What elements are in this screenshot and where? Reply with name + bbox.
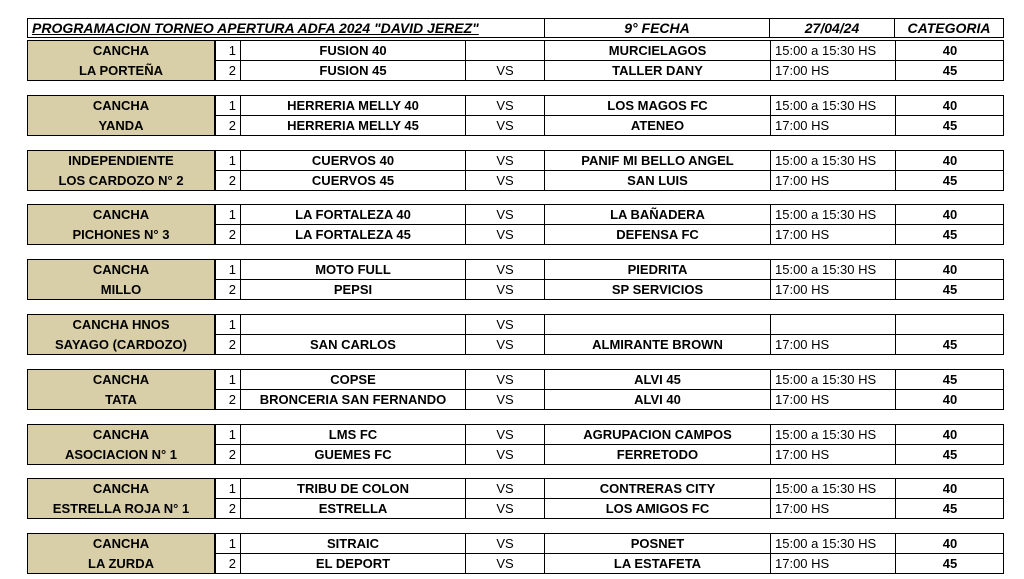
venue-label (27, 40, 215, 81)
vs-label: VS (496, 536, 514, 551)
match-grid (215, 204, 1004, 245)
match-time: 15:00 a 15:30 HS (775, 98, 877, 113)
away-team: FERRETODO (616, 447, 699, 462)
home-team: SAN CARLOS (310, 337, 396, 352)
categoria-header: CATEGORIA (894, 18, 1004, 38)
match-number: 2 (228, 337, 236, 352)
fecha-header: 9° FECHA (544, 18, 770, 38)
category: 45 (942, 556, 958, 571)
match-row (215, 205, 1004, 224)
category: 45 (942, 282, 958, 297)
match-number: 1 (228, 481, 236, 496)
venue-label (27, 533, 215, 574)
match-grid (215, 369, 1004, 410)
home-team: HERRERIA MELLY 45 (287, 118, 419, 133)
away-team: DEFENSA FC (616, 227, 699, 242)
home-team (241, 315, 465, 334)
match-time: 15:00 a 15:30 HS (775, 207, 877, 222)
category: 40 (942, 207, 958, 222)
vs-label: VS (496, 118, 514, 133)
venue-label (27, 150, 215, 191)
venue-line1: CANCHA (92, 481, 150, 496)
match-time: 17:00 HS (775, 118, 830, 133)
vs-label: VS (496, 372, 514, 387)
away-team: LA BAÑADERA (610, 207, 705, 222)
venue-label (27, 424, 215, 465)
venue-line2: LOS CARDOZO N° 2 (58, 173, 184, 188)
away-team: CONTRERAS CITY (599, 481, 716, 496)
vs-label: VS (496, 207, 514, 222)
match-row (215, 151, 1004, 170)
away-team: TALLER DANY (612, 63, 703, 78)
venue-line2: LA PORTEÑA (78, 63, 164, 78)
category: 45 (942, 63, 958, 78)
match-number: 1 (228, 207, 236, 222)
vs-label: VS (496, 481, 514, 496)
venue-label (27, 314, 215, 355)
category: 45 (942, 447, 958, 462)
match-number: 2 (228, 118, 236, 133)
category: 40 (942, 536, 958, 551)
vs-label: VS (496, 501, 514, 516)
match-time: 17:00 HS (775, 556, 830, 571)
match-row (215, 260, 1004, 279)
match-time: 17:00 HS (775, 501, 830, 516)
match-grid (215, 424, 1004, 465)
category: 45 (942, 118, 958, 133)
match-time: 17:00 HS (775, 337, 830, 352)
vs-label: VS (496, 427, 514, 442)
match-number: 2 (228, 556, 236, 571)
match-number: 1 (228, 262, 236, 277)
venue-label (27, 204, 215, 245)
home-team: COPSE (330, 372, 376, 387)
vs-label: VS (496, 282, 514, 297)
away-team: PANIF MI BELLO ANGEL (581, 153, 734, 168)
match-time: 17:00 HS (775, 447, 830, 462)
match-time: 17:00 HS (775, 173, 830, 188)
grid-line (215, 244, 1004, 245)
home-team: SITRAIC (327, 536, 379, 551)
match-time: 15:00 a 15:30 HS (775, 262, 877, 277)
category: 45 (942, 501, 958, 516)
match-number: 1 (228, 427, 236, 442)
away-team: POSNET (630, 536, 685, 551)
grid-line (215, 409, 1004, 410)
home-team: CUERVOS 40 (311, 153, 395, 168)
match-grid (215, 259, 1004, 300)
category: 40 (942, 392, 958, 407)
match-row (215, 171, 1004, 190)
venue-line2: PICHONES N° 3 (72, 227, 170, 242)
venue-line2: MILLO (100, 282, 142, 297)
home-team: MOTO FULL (315, 262, 391, 277)
home-team: TRIBU DE COLON (297, 481, 409, 496)
venue-line2: ESTRELLA ROJA N° 1 (52, 501, 190, 516)
vs-label: VS (496, 173, 514, 188)
category: 45 (942, 372, 958, 387)
match-number: 2 (228, 392, 236, 407)
match-number: 2 (228, 282, 236, 297)
category: 45 (942, 173, 958, 188)
match-number: 1 (228, 536, 236, 551)
vs-label: VS (496, 227, 514, 242)
category: 45 (942, 337, 958, 352)
home-team: FUSION 40 (319, 43, 387, 58)
match-time: 17:00 HS (775, 282, 830, 297)
vs-label: VS (496, 447, 514, 462)
away-team: SP SERVICIOS (611, 282, 704, 297)
match-row (215, 390, 1004, 409)
venue-line1: CANCHA (92, 427, 150, 442)
match-row (215, 335, 1004, 354)
match-number: 2 (228, 173, 236, 188)
match-time: 15:00 a 15:30 HS (775, 536, 877, 551)
vs-label: VS (496, 337, 514, 352)
match-time: 15:00 a 15:30 HS (775, 481, 877, 496)
grid-line (215, 299, 1004, 300)
match-number: 1 (228, 98, 236, 113)
match-time: 15:00 a 15:30 HS (775, 43, 877, 58)
match-row (215, 534, 1004, 553)
match-row (215, 280, 1004, 299)
away-team: SAN LUIS (627, 173, 688, 188)
home-team: EL DEPORT (315, 556, 391, 571)
venue-line2: ASOCIACION N° 1 (64, 447, 178, 462)
vs-label: VS (496, 317, 514, 332)
home-team: LA FORTALEZA 45 (295, 227, 411, 242)
home-team: GUEMES FC (314, 447, 392, 462)
category: 40 (942, 481, 958, 496)
away-team: ATENEO (630, 118, 685, 133)
venue-line2: SAYAGO (CARDOZO) (55, 337, 187, 352)
venue-label (27, 259, 215, 300)
venue-label (27, 95, 215, 136)
match-time: 15:00 a 15:30 HS (775, 372, 877, 387)
home-team: FUSION 45 (319, 63, 387, 78)
category: 40 (942, 153, 958, 168)
match-number: 2 (228, 227, 236, 242)
grid-line (215, 80, 1004, 81)
match-time: 17:00 HS (775, 392, 830, 407)
match-grid (215, 314, 1004, 355)
venue-line1: INDEPENDIENTE (68, 153, 174, 168)
grid-line (215, 573, 1004, 574)
vs-label: VS (496, 63, 514, 78)
match-grid (215, 150, 1004, 191)
vs-label: VS (496, 392, 514, 407)
vs-label: VS (496, 98, 514, 113)
venue-line1: CANCHA (92, 372, 150, 387)
match-time: 15:00 a 15:30 HS (775, 153, 877, 168)
venue-line1: CANCHA (92, 98, 150, 113)
venue-line1: CANCHA HNOS (72, 317, 170, 332)
match-row (215, 41, 1004, 60)
home-team: LMS FC (328, 427, 378, 442)
category: 45 (942, 227, 958, 242)
match-row (215, 445, 1004, 464)
away-team: LOS AMIGOS FC (605, 501, 710, 516)
away-team: LOS MAGOS FC (607, 98, 708, 113)
match-row (215, 61, 1004, 80)
venue-line1: CANCHA (92, 536, 150, 551)
venue-line2: YANDA (98, 118, 144, 133)
category: 40 (942, 262, 958, 277)
away-team: AGRUPACION CAMPOS (583, 427, 732, 442)
grid-line (215, 354, 1004, 355)
match-grid (215, 95, 1004, 136)
grid-line (215, 464, 1004, 465)
match-number: 1 (228, 153, 236, 168)
away-team: ALVI 40 (634, 392, 681, 407)
match-row (215, 315, 1004, 334)
match-grid (215, 40, 1004, 81)
venue-line1: CANCHA (92, 43, 150, 58)
vs-label (466, 41, 544, 60)
match-number: 2 (228, 63, 236, 78)
match-grid (215, 478, 1004, 519)
match-number: 1 (228, 372, 236, 387)
away-team: ALMIRANTE BROWN (592, 337, 723, 352)
match-row (215, 370, 1004, 389)
away-team (545, 315, 770, 334)
venue-line1: CANCHA (92, 207, 150, 222)
match-row (215, 554, 1004, 573)
venue-label (27, 369, 215, 410)
grid-line (215, 135, 1004, 136)
category: 40 (942, 427, 958, 442)
match-row (215, 425, 1004, 444)
match-row (215, 225, 1004, 244)
away-team: ALVI 45 (634, 372, 681, 387)
match-number: 1 (228, 317, 236, 332)
vs-label: VS (496, 262, 514, 277)
match-time (771, 315, 895, 334)
venue-line1: CANCHA (92, 262, 150, 277)
home-team: HERRERIA MELLY 40 (287, 98, 419, 113)
away-team: PIEDRITA (627, 262, 688, 277)
grid-line (215, 190, 1004, 191)
match-row (215, 499, 1004, 518)
venue-label (27, 478, 215, 519)
home-team: PEPSI (333, 282, 373, 297)
header-row (27, 18, 1004, 38)
page-title: PROGRAMACION TORNEO APERTURA ADFA 2024 "DAVID JEREZ" (27, 18, 545, 38)
match-number: 1 (228, 43, 236, 58)
match-row (215, 96, 1004, 115)
away-team: LA ESTAFETA (613, 556, 702, 571)
home-team: BRONCERIA SAN FERNANDO (259, 392, 447, 407)
grid-line (215, 518, 1004, 519)
match-time: 17:00 HS (775, 227, 830, 242)
category: 40 (942, 43, 958, 58)
vs-label: VS (496, 153, 514, 168)
category (896, 315, 1004, 334)
venue-line2: LA ZURDA (88, 556, 154, 571)
home-team: LA FORTALEZA 40 (295, 207, 411, 222)
vs-label: VS (496, 556, 514, 571)
match-row (215, 116, 1004, 135)
match-time: 17:00 HS (775, 63, 830, 78)
away-team: MURCIELAGOS (608, 43, 707, 58)
venue-line2: TATA (105, 392, 137, 407)
match-number: 2 (228, 501, 236, 516)
match-row (215, 479, 1004, 498)
match-time: 15:00 a 15:30 HS (775, 427, 877, 442)
date-header: 27/04/24 (769, 18, 895, 38)
home-team: CUERVOS 45 (311, 173, 395, 188)
home-team: ESTRELLA (318, 501, 388, 516)
match-number: 2 (228, 447, 236, 462)
match-grid (215, 533, 1004, 574)
category: 40 (942, 98, 958, 113)
